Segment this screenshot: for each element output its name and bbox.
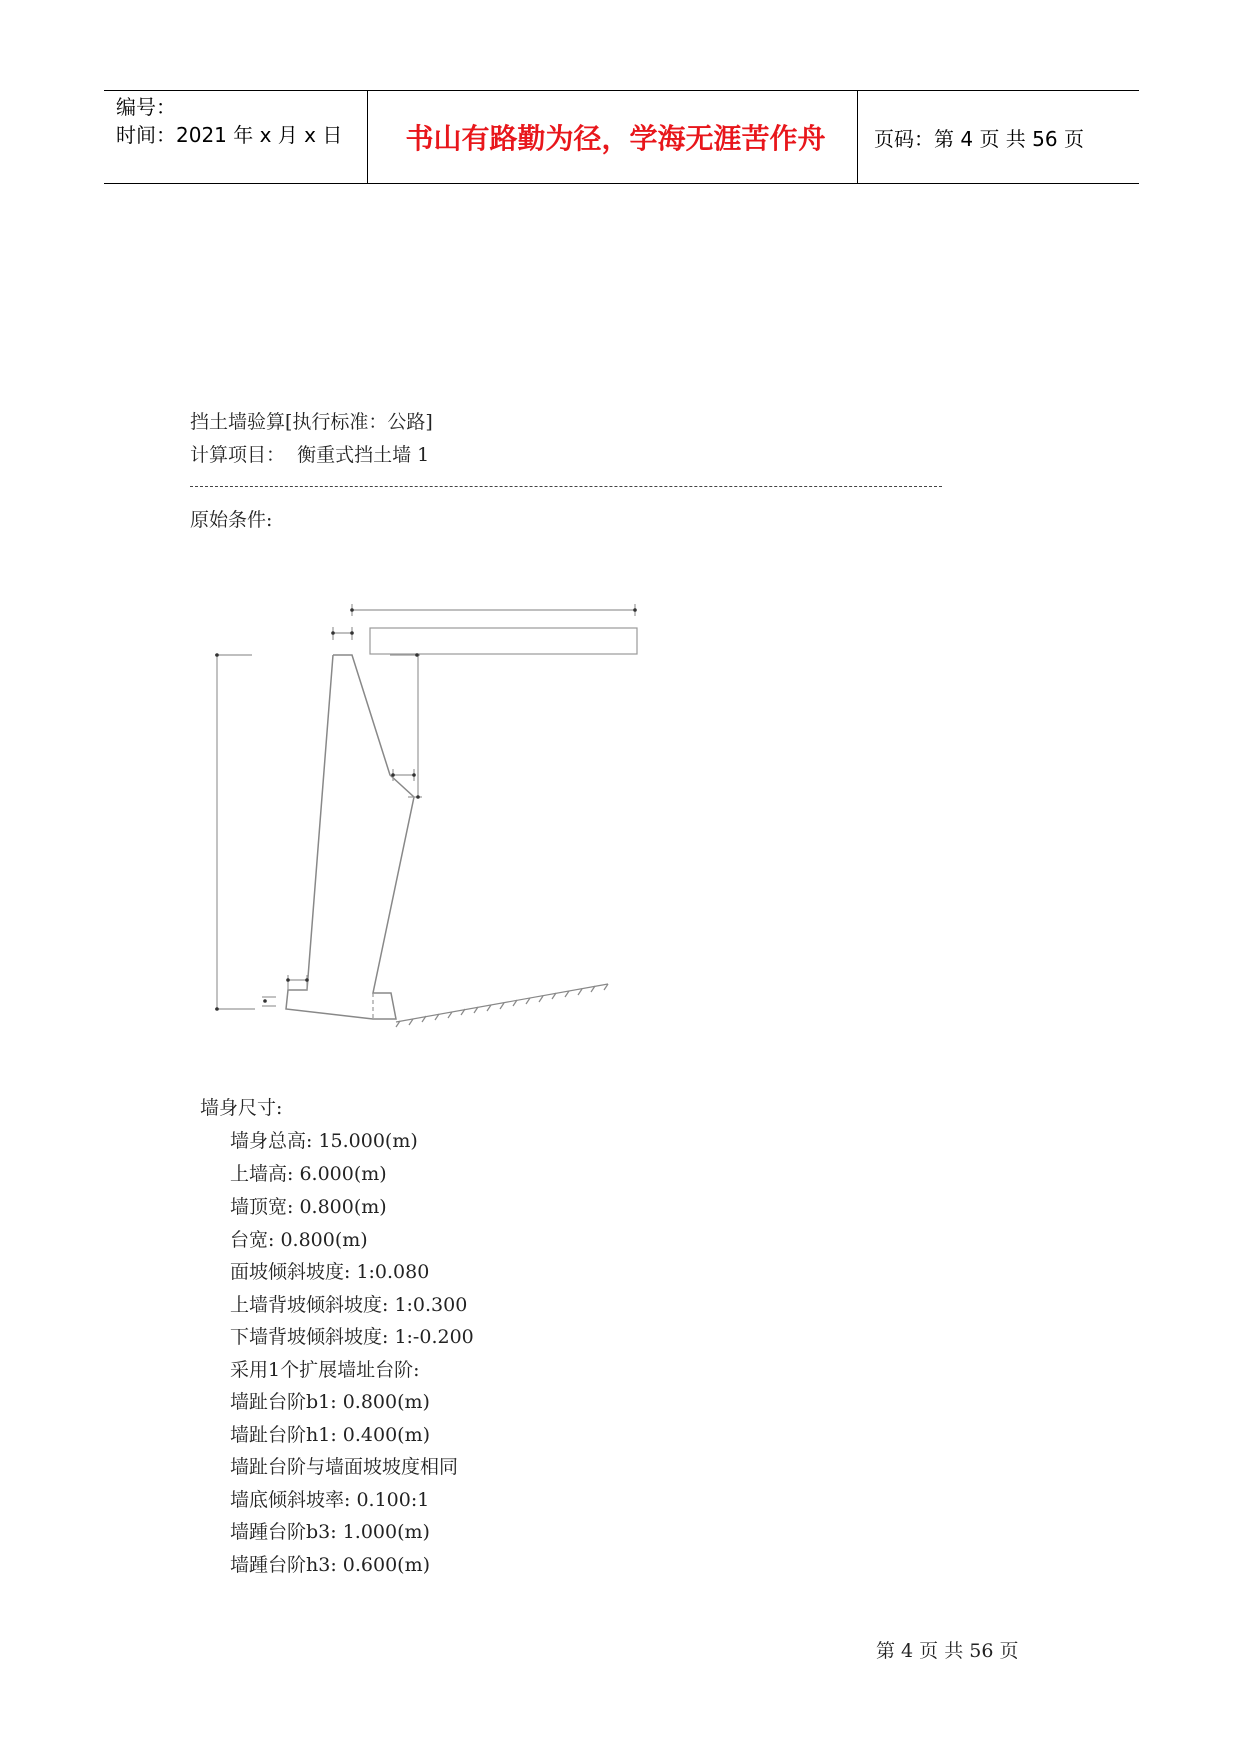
header-page-info: 页码：第 4 页 共 56 页 [874, 126, 1084, 151]
dimension-item: 墙身总高: 15.000(m) [230, 1130, 418, 1152]
document-date: 时间：2021 年 x 月 x 日 [116, 123, 343, 147]
ground-slope [396, 984, 608, 1027]
dimension-item: 面坡倾斜坡度: 1:0.080 [230, 1261, 430, 1283]
dimension-item: 上墙高: 6.000(m) [230, 1163, 387, 1185]
dimension-item: 下墙背坡倾斜坡度: 1:-0.200 [230, 1326, 474, 1348]
page-footer: 第 4 页 共 56 页 [876, 1640, 1019, 1662]
dimension-item: 墙趾台阶h1: 0.400(m) [230, 1424, 431, 1446]
project-name: 计算项目： 衡重式挡土墙 1 [190, 444, 430, 466]
dimension-lines [215, 604, 637, 1020]
dimension-item: 上墙背坡倾斜坡度: 1:0.300 [230, 1294, 468, 1316]
dimensions-heading: 墙身尺寸: [200, 1097, 283, 1119]
dimension-item: 墙踵台阶h3: 0.600(m) [230, 1554, 431, 1576]
document-number-label: 编号： [116, 95, 176, 119]
doc-title: 挡土墙验算[执行标准：公路] [190, 411, 433, 433]
dimension-item: 墙顶宽: 0.800(m) [230, 1196, 387, 1218]
wall-section-outline [286, 655, 414, 1019]
dimension-item: 墙趾台阶与墙面坡坡度相同 [230, 1456, 459, 1478]
conditions-heading: 原始条件: [190, 509, 273, 531]
dimension-item: 采用1个扩展墙址台阶: [230, 1359, 420, 1381]
dimension-item: 墙踵台阶b3: 1.000(m) [230, 1521, 430, 1543]
header-motto: 书山有路勤为径，学海无涯苦作舟 [405, 122, 826, 155]
dimension-item: 墙底倾斜坡率: 0.100:1 [230, 1489, 430, 1511]
dimension-item: 墙趾台阶b1: 0.800(m) [230, 1391, 430, 1413]
dimension-ticks [215, 608, 637, 1011]
dimension-item: 台宽: 0.800(m) [230, 1229, 368, 1251]
